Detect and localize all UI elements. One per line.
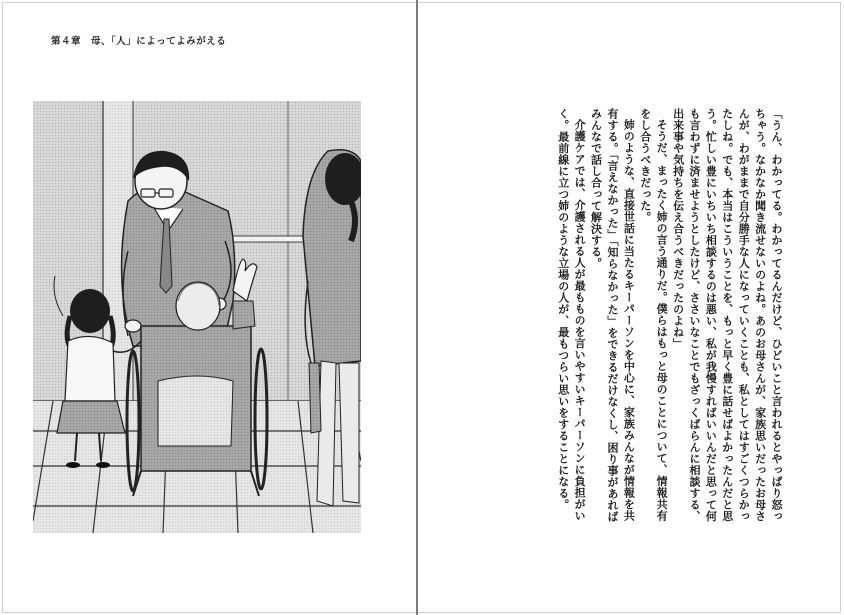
running-head: 第４章 母、「人」によってよみがえる: [51, 36, 227, 47]
paragraph: 介護ケアでは、介護される人が最もものを言いやすいキーパーソンに負担がいく。最前線に立つ姉のような立場の人が、最もつらい思いをすることになる。: [556, 108, 587, 522]
paragraph: そうだ、まったく姉の言う通りだ。僕らはもっと母のことについて、情報共有をし合うべきだった。: [638, 108, 669, 522]
body-text: [554, 108, 784, 528]
paragraph: 姉のような、直接世話に当たるキーパーソンを中心に、家族みんなが情報を共有する。「言えなかった」「知らなかった」をできるだけなくし、困り事があればみんなで話し合って解決する。: [589, 108, 636, 523]
illustration: [33, 101, 361, 533]
paragraph: 「うん、わかってる。わかってるんだけど、ひどいこと言われるとやっぱり怒っちゃう。なかなか聞き流せないのよね。あのお母さんが、家族思いだったお母さんが、わがままで自分勝手な人になっていくことも、私としてはすごくつらかったしね。でも、本当はこういうことを、もっと早く豊に話せばよかったんだと思う。忙しい豊にいちいち相談するのは悪い、私が我慢すればいいんだと思って何も言わずに済ませようとしたけど、ささいなことでもざっくばらんに相談する、出来事や気持ちを伝え合うべきだったのよね」: [671, 108, 783, 522]
left-page: [2, 2, 417, 613]
